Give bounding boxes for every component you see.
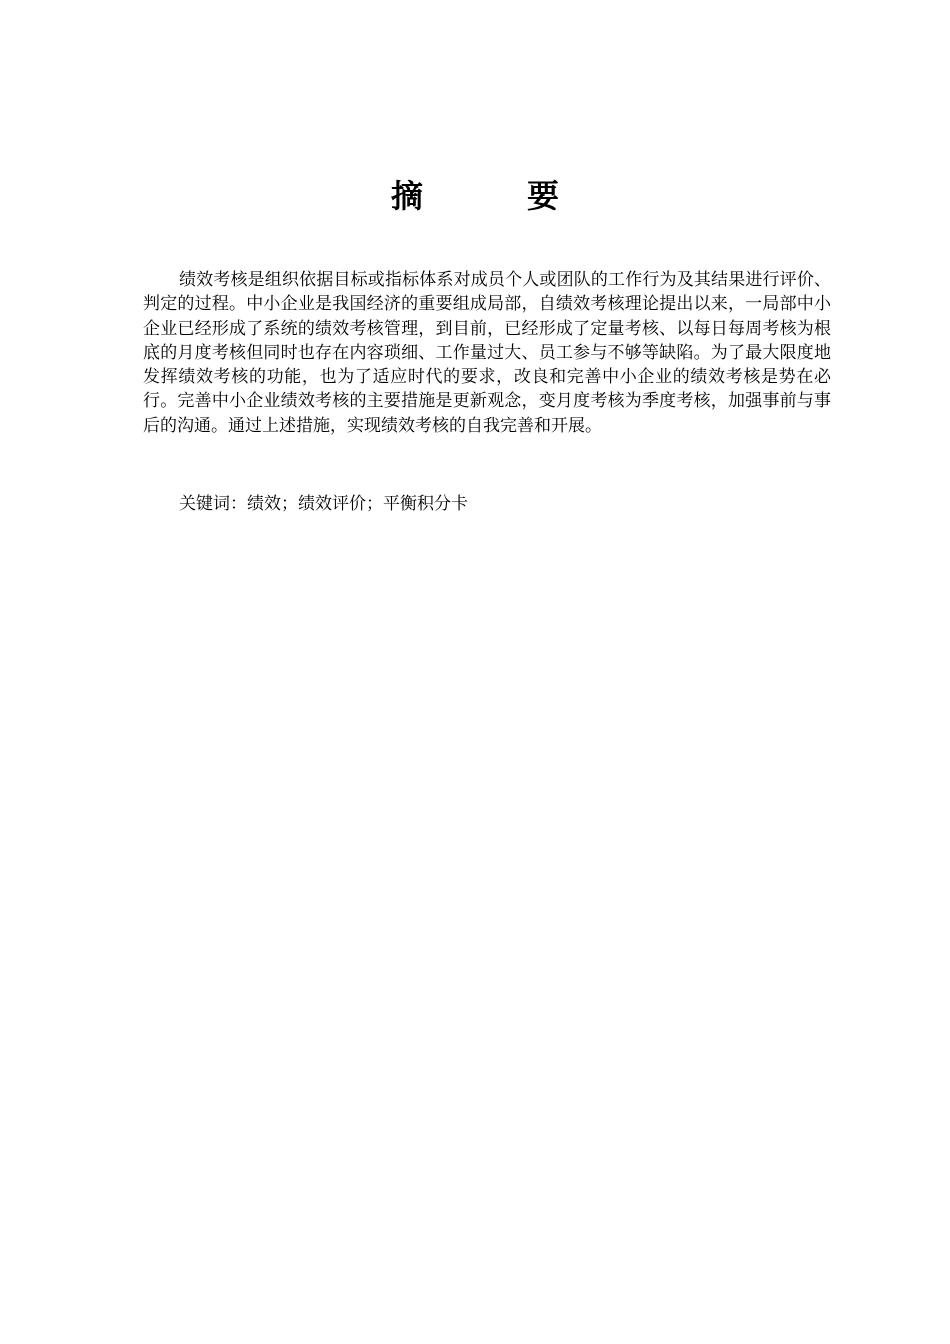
page-title: 摘 要	[390, 177, 595, 215]
keywords-line: 关键词：绩效；绩效评价；平衡积分卡	[179, 494, 468, 514]
abstract-paragraph: 绩效考核是组织依据目标或指标体系对成员个人或团队的工作行为及其结果进行评价、判定的过程。中小企业是我国经济的重要组成局部，自绩效考核理论提出以来，一局部中小企业已经形成了系统的绩效考核管理，到目前，已经形成了定量考核、以每日每周考核为根底的月度考核但同时也存在内容琐细、工作量过大、员工参与不够等缺陷。为了最大限度地发挥绩效考核的功能，也为了适应时代的要求，改良和完善中小企业的绩效考核是势在必行。完善中小企业绩效考核的主要措施是更新观念，变月度考核为季度考核，加强事前与事后的沟通。通过上述措施，实现绩效考核的自我完善和开展。	[143, 270, 831, 436]
